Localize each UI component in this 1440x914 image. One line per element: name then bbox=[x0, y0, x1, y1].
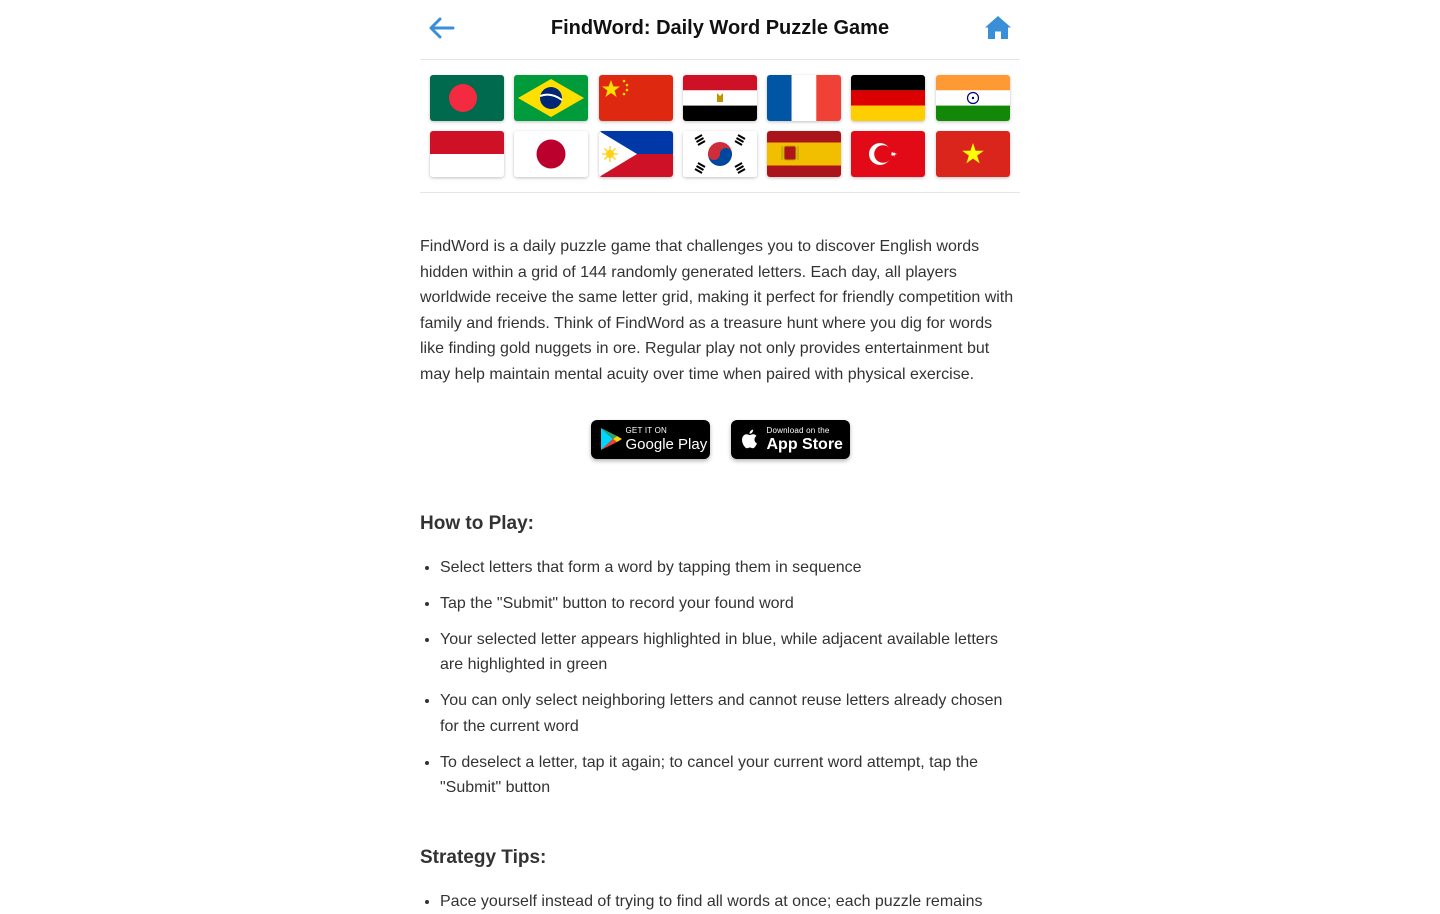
list-item: • Your selected letter appears highlighted in blue, while adjacent available letters are highlighted in green bbox=[440, 627, 1020, 678]
google-play-small-label: GET IT ON bbox=[625, 425, 668, 435]
app-store-button[interactable] bbox=[731, 420, 850, 459]
google-play-big-label: Google Play bbox=[625, 435, 708, 453]
how-to-play-list bbox=[420, 555, 1020, 801]
apple-icon bbox=[737, 426, 763, 452]
google-play-button[interactable] bbox=[591, 420, 710, 459]
flag-germany[interactable] bbox=[851, 75, 925, 121]
list-item: • You can only select neighboring letters and cannot reuse letters already chosen for the current word bbox=[440, 688, 1020, 739]
google-play-icon bbox=[597, 426, 623, 452]
header bbox=[420, 0, 1020, 60]
list-item: • Select letters that form a word by tapping them in sequence bbox=[440, 555, 1020, 581]
page-title: FindWord: Daily Word Puzzle Game bbox=[550, 17, 890, 39]
flag-india[interactable] bbox=[936, 75, 1010, 121]
store-badges bbox=[420, 420, 1020, 459]
flag-bangladesh[interactable] bbox=[430, 75, 504, 121]
app-store-big-label: App Store bbox=[766, 435, 843, 453]
page bbox=[420, 0, 1020, 914]
strategy-list bbox=[420, 889, 1020, 914]
flag-philippines[interactable] bbox=[599, 131, 673, 177]
intro-text: FindWord is a daily puzzle game that challenges you to discover English words hidden within a grid of 144 randomly generated letters. Each day, all players worldwide receive the same letter grid, making it perfect for friendly competition with family and friends. Think of FindWord as a treasure hunt where you dig for words like finding gold nuggets in ore. Regular play not only provides entertainment but may help maintain mental acuity over time when paired with physical exercise. bbox=[420, 238, 1014, 383]
language-flags bbox=[420, 60, 1020, 193]
home-icon[interactable] bbox=[984, 14, 1012, 42]
flag-egypt[interactable] bbox=[683, 75, 757, 121]
list-item: • To deselect a letter, tap it again; to cancel your current word attempt, tap the "Submit" button bbox=[440, 750, 1020, 801]
flag-brazil[interactable] bbox=[514, 75, 588, 121]
list-item: • Tap the "Submit" button to record your found word bbox=[440, 591, 1020, 617]
flag-indonesia[interactable] bbox=[430, 131, 504, 177]
flag-vietnam[interactable] bbox=[936, 131, 1010, 177]
list-item: • Pace yourself instead of trying to find all words at once; each puzzle remains bbox=[440, 889, 1020, 914]
app-store-small-label: Download on the bbox=[766, 425, 830, 435]
flag-japan[interactable] bbox=[514, 131, 588, 177]
flag-south-korea[interactable] bbox=[683, 131, 757, 177]
strategy-section bbox=[420, 847, 1020, 914]
how-to-play-heading: How to Play: bbox=[420, 512, 535, 534]
strategy-heading: Strategy Tips: bbox=[420, 846, 547, 868]
how-to-play-section bbox=[420, 513, 1020, 801]
flag-turkey[interactable] bbox=[851, 131, 925, 177]
flag-france[interactable] bbox=[767, 75, 841, 121]
flag-spain[interactable] bbox=[767, 131, 841, 177]
flag-china[interactable] bbox=[599, 75, 673, 121]
